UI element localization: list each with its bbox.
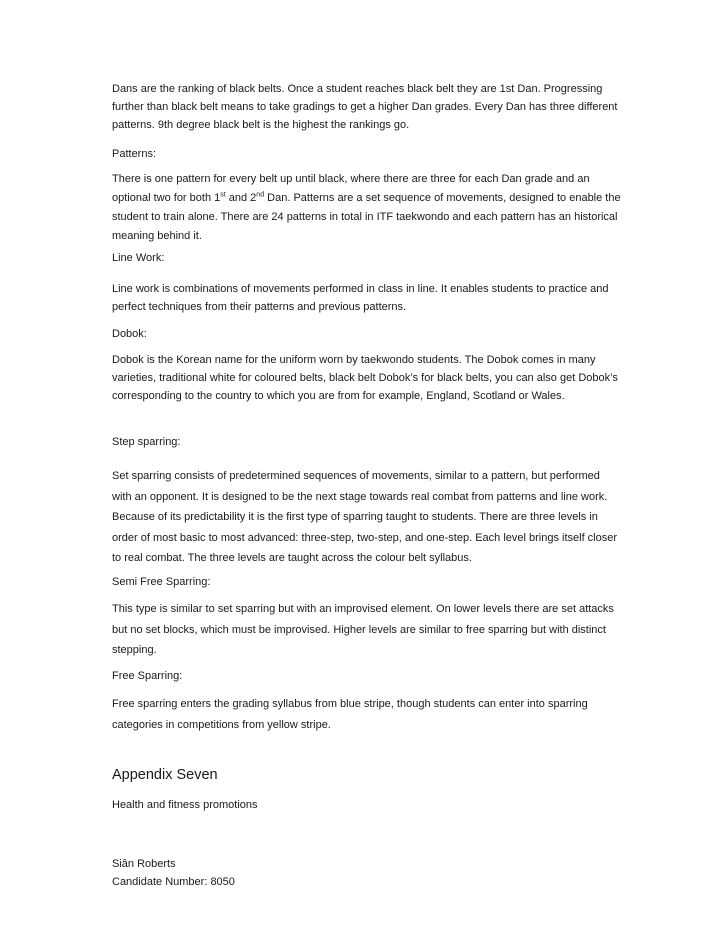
heading-semi-free-sparring: Semi Free Sparring: — [112, 576, 211, 588]
patterns-text-c: Dan. Patterns are a set sequence of movements, designed to enable the student to train alone. There are 24 patterns in total in ITF taekwondo and each pattern has an historical meaning behind it. — [112, 192, 621, 242]
appendix-subtitle: Health and fitness promotions — [112, 799, 258, 811]
heading-step-sparring: Step sparring: — [112, 436, 181, 448]
heading-free-sparring: Free Sparring: — [112, 670, 183, 682]
heading-line-work: Line Work: — [112, 252, 165, 264]
paragraph-step-sparring: Set sparring consists of predetermined sequences of movements, similar to a pattern, but performed with an opponent. It is designed to be the next stage towards real combat from patterns and line work. Because of its predictability it is the first type of sparring taught to students. There are three levels in order of most basic to most advanced: three-step, two-step, and one-step. Each level brings itself closer to real combat. The three levels are taught across the colour belt syllabus. — [112, 470, 618, 564]
superscript-st: st — [220, 191, 226, 199]
paragraph-patterns — [112, 170, 622, 246]
heading-dobok: Dobok: — [112, 328, 147, 340]
patterns-text-b: and 2 — [225, 192, 257, 204]
paragraph-dans: Dans are the ranking of black belts. Once a student reaches black belt they are 1st Dan. Progressing further than black belt means to take gradings to get a higher Dan grades. Every Dan has three different patterns. 9th degree black belt is the highest the rankings go. — [112, 83, 618, 131]
paragraph-semi-free-sparring: This type is similar to set sparring but with an improvised element. On lower levels there are set attacks but no set blocks, which must be improvised. Higher levels are similar to free sparring but with distinct stepping. — [112, 603, 614, 656]
paragraph-line-work: Line work is combinations of movements performed in class in line. It enables students to practice and perfect techniques from their patterns and previous patterns. — [112, 283, 609, 313]
author-name: Siân Roberts — [112, 858, 176, 870]
heading-patterns: Patterns: — [112, 148, 157, 160]
paragraph-free-sparring: Free sparring enters the grading syllabus from blue stripe, though students can enter into sparring categories in competitions from yellow stripe. — [112, 698, 588, 731]
patterns-text-a: There is one pattern for every belt up until black, where there are three for each Dan grade and an optional two for both 1 — [112, 173, 590, 204]
superscript-nd: nd — [256, 191, 265, 199]
paragraph-dobok: Dobok is the Korean name for the uniform worn by taekwondo students. The Dobok comes in many varieties, traditional white for coloured belts, black belt Dobok’s for black belts, you can also get Dobok’s corresponding to the country to which you are from for example, England, Scotland or Wales. — [112, 354, 618, 402]
candidate-number: Candidate Number: 8050 — [112, 876, 235, 888]
appendix-title: Appendix Seven — [112, 767, 218, 783]
